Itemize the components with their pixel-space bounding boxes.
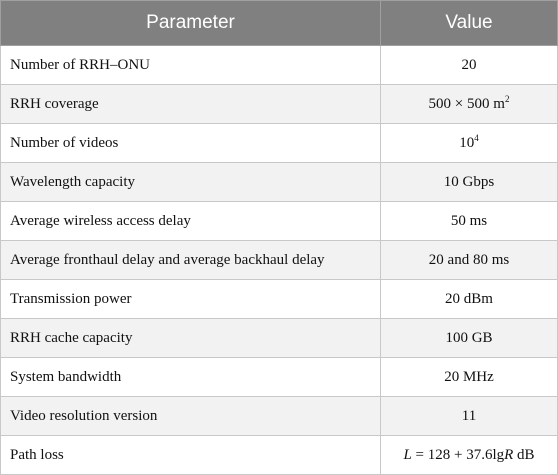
table-row bbox=[1, 436, 558, 475]
table-row bbox=[1, 163, 558, 202]
parameter-cell: Transmission power bbox=[1, 280, 381, 319]
value-base: 500 × 500 m bbox=[428, 95, 505, 112]
formula-unit: dB bbox=[513, 446, 535, 463]
value-cell bbox=[381, 85, 558, 124]
table-row bbox=[1, 202, 558, 241]
table-row bbox=[1, 85, 558, 124]
parameter-cell: Average fronthaul delay and average backhaul delay bbox=[1, 241, 381, 280]
value-superscript: 4 bbox=[474, 132, 479, 143]
value-superscript: 2 bbox=[504, 93, 510, 104]
value-cell bbox=[381, 436, 558, 475]
table-row bbox=[1, 397, 558, 436]
value-cell: 20 dBm bbox=[381, 280, 558, 319]
value-cell: 10 Gbps bbox=[381, 163, 558, 202]
parameter-cell: Number of RRH–ONU bbox=[1, 46, 381, 85]
parameter-cell: Wavelength capacity bbox=[1, 163, 381, 202]
parameter-cell: RRH cache capacity bbox=[1, 319, 381, 358]
table-row bbox=[1, 241, 558, 280]
header-parameter: Parameter bbox=[1, 1, 381, 46]
value-cell bbox=[381, 124, 558, 163]
parameter-cell: System bandwidth bbox=[1, 358, 381, 397]
table-row bbox=[1, 124, 558, 163]
parameter-cell: RRH coverage bbox=[1, 85, 381, 124]
header-value: Value bbox=[381, 1, 558, 46]
table-row bbox=[1, 319, 558, 358]
value-cell: 11 bbox=[381, 397, 558, 436]
parameter-cell: Average wireless access delay bbox=[1, 202, 381, 241]
formula-symbol-l: L bbox=[403, 446, 412, 463]
parameter-cell: Number of videos bbox=[1, 124, 381, 163]
table-row bbox=[1, 280, 558, 319]
value-cell: 20 and 80 ms bbox=[381, 241, 558, 280]
value-cell: 20 bbox=[381, 46, 558, 85]
parameter-cell: Video resolution version bbox=[1, 397, 381, 436]
table-row bbox=[1, 358, 558, 397]
formula-body: = 128 + 37.6lg bbox=[411, 446, 505, 463]
value-cell: 50 ms bbox=[381, 202, 558, 241]
value-cell: 100 GB bbox=[381, 319, 558, 358]
header-row bbox=[1, 1, 558, 46]
value-cell: 20 MHz bbox=[381, 358, 558, 397]
value-base: 10 bbox=[459, 134, 475, 151]
parameter-cell: Path loss bbox=[1, 436, 381, 475]
table-row bbox=[1, 46, 558, 85]
formula-symbol-r: R bbox=[504, 446, 514, 463]
